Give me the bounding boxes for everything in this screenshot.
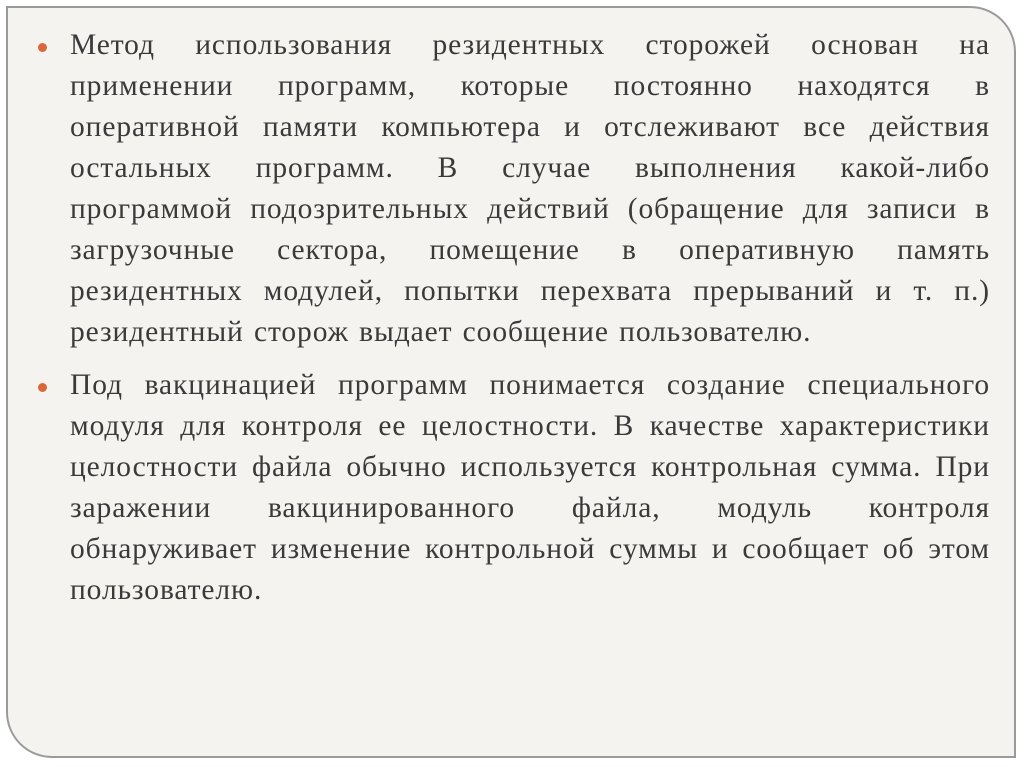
bullet-text: Под вакцинацией программ понимается создание специального модуля для контроля ее целостности. В качестве характеристики целостности файла обычно используется контрольная сумма. При заражении вакцинированного файла, модуль контроля обнаруживает изменение контрольной суммы и сообщает об этом пользователю. xyxy=(70,369,990,606)
bullet-dot-icon xyxy=(38,383,47,392)
bullet-item-resident-guards xyxy=(38,25,990,353)
bullet-dot-icon xyxy=(38,43,47,52)
bullet-item-vaccination xyxy=(38,365,990,611)
bullet-text: Метод использования резидентных сторожей основан на применении программ, которые постоянно находятся в оперативной памяти компьютера и отслеживают все действия остальных программ. В случае выполнения какой-либо программой подозрительных действий (обращение для записи в загрузочные сектора, помещение в оперативную память резидентных модулей, попытки перехвата прерываний и т. п.) резидентный сторож выдает сообщение пользователю. xyxy=(70,29,990,348)
slide-content xyxy=(38,25,990,623)
